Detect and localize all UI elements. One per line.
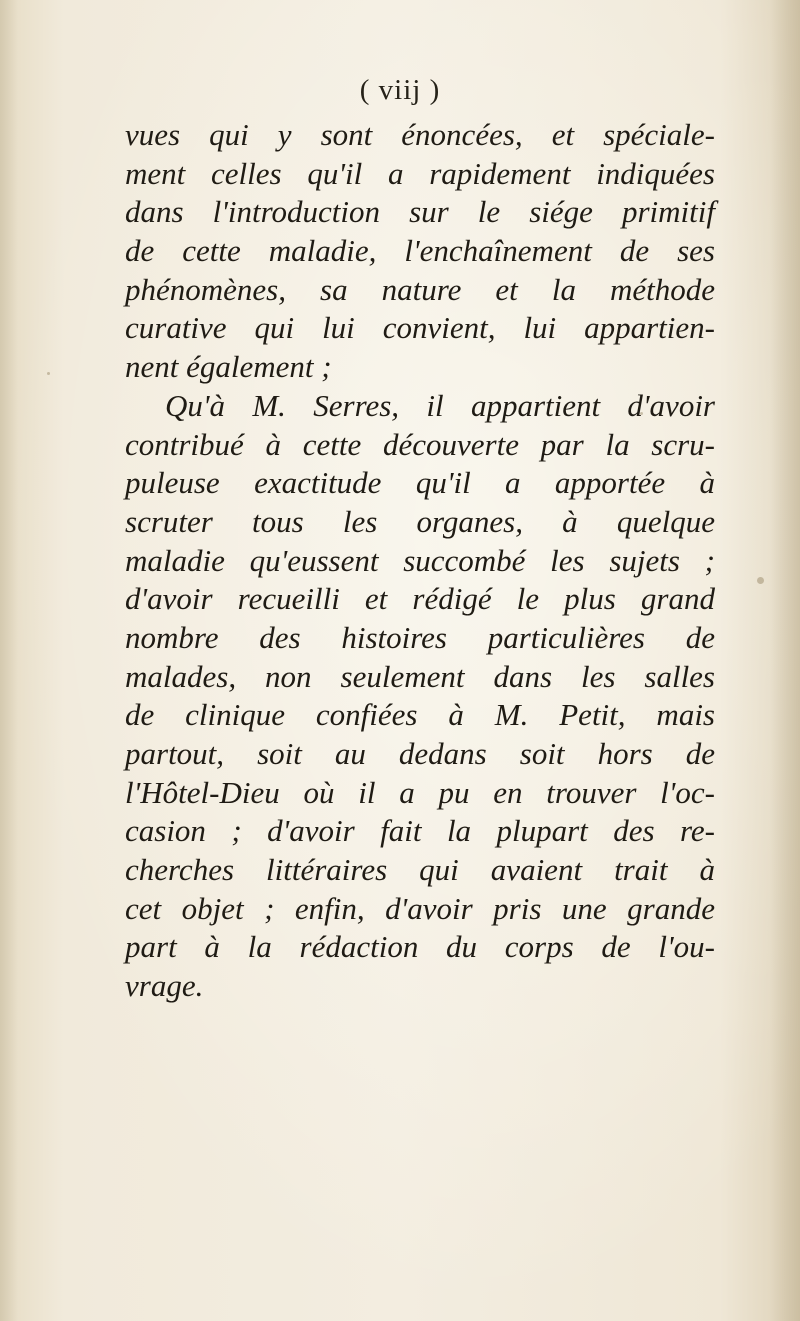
text-line: nombre des histoires particulières de	[125, 619, 715, 655]
text-line: vrage.	[125, 968, 204, 1004]
text-line: phénomènes, sa nature et la méthode	[125, 271, 715, 307]
text-line: malades, non seulement dans les salles	[125, 658, 715, 694]
page-number-header: ( viij )	[359, 74, 441, 106]
text-line: de clinique confiées à M. Petit, mais	[125, 697, 715, 733]
text-line: puleuse exactitude qu'il a apportée à	[125, 465, 715, 501]
text-line: ment celles qu'il a rapidement indiquées	[125, 155, 715, 191]
text-line: curative qui lui convient, lui appartien-	[125, 310, 715, 346]
text-line: d'avoir recueilli et rédigé le plus grand	[125, 581, 715, 617]
paper-speck	[757, 577, 764, 584]
text-line: partout, soit au dedans soit hors de	[125, 736, 715, 771]
text-line: cherches littéraires qui avaient trait à	[125, 852, 715, 888]
paper-speck	[47, 372, 50, 375]
text-line: Qu'à M. Serres, il appartient d'avoir	[165, 387, 715, 423]
text-line: l'Hôtel-Dieu où il a pu en trouver l'oc-	[125, 774, 715, 810]
body-text	[125, 116, 715, 1006]
text-line: maladie qu'eussent succombé les sujets ;	[125, 542, 715, 578]
text-line: dans l'introduction sur le siége primitif	[125, 194, 715, 230]
text-line: cet objet ; enfin, d'avoir pris une grande	[125, 890, 715, 926]
text-line: part à la rédaction du corps de l'ou-	[125, 929, 715, 965]
text-line: nent également ;	[125, 349, 332, 385]
text-line: de cette maladie, l'enchaînement de ses	[125, 233, 715, 269]
text-line: vues qui y sont énoncées, et spéciale-	[125, 117, 715, 152]
text-line: scruter tous les organes, à quelque	[125, 503, 715, 539]
page-shadow-left	[0, 0, 18, 1321]
page-shadow-right	[770, 0, 800, 1321]
text-line: casion ; d'avoir fait la plupart des re-	[125, 813, 715, 849]
text-line: contribué à cette découverte par la scru-	[125, 426, 715, 462]
